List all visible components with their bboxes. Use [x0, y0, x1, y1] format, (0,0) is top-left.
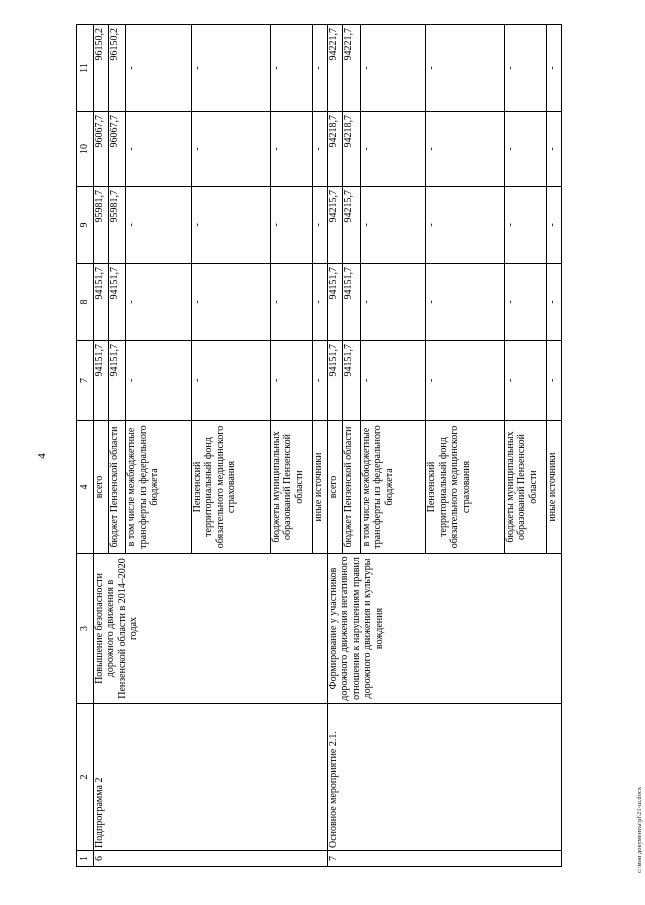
- rotated-table-wrapper: [76, 25, 562, 867]
- value-cell: -: [547, 25, 562, 112]
- value-cell: -: [426, 264, 505, 341]
- value-cell: 96067,7: [108, 112, 126, 187]
- program-title-cell: Повышение безопасности дорожного движения в Пензенской области в 2014–2020 годах: [93, 554, 327, 704]
- budget-table: [76, 24, 562, 867]
- funding-source-cell: бюджет Пензенской области: [342, 421, 360, 554]
- funding-source-cell: иные источники: [312, 421, 327, 554]
- value-cell: 96150,2: [108, 25, 126, 112]
- value-cell: -: [312, 187, 327, 264]
- header-cell: 11: [77, 25, 94, 112]
- value-cell: -: [504, 112, 546, 187]
- value-cell: 94221,7: [342, 25, 360, 112]
- value-cell: -: [270, 341, 312, 421]
- funding-source-cell: иные источники: [547, 421, 562, 554]
- funding-source-cell: Пензенский территориальный фонд обязательного медицинского страхования: [191, 421, 270, 554]
- value-cell: -: [191, 112, 270, 187]
- value-cell: -: [126, 187, 192, 264]
- value-cell: -: [126, 341, 192, 421]
- value-cell: -: [191, 341, 270, 421]
- value-cell: -: [270, 25, 312, 112]
- value-cell: 95981,7: [93, 187, 108, 264]
- row-number-cell: 6: [93, 851, 327, 867]
- value-cell: -: [312, 264, 327, 341]
- header-cell: 3: [77, 554, 94, 704]
- value-cell: -: [547, 264, 562, 341]
- value-cell: 94215,7: [327, 187, 342, 264]
- value-cell: -: [426, 187, 505, 264]
- funding-source-cell: в том числе межбюджетные трансферты из федерального бюджета: [126, 421, 192, 554]
- program-title-cell: Формирование у участников дорожного движения негативного отношения к нарушениям правил дорожного движения и культуры вождения: [327, 554, 561, 704]
- value-cell: -: [191, 264, 270, 341]
- program-name-cell: Подпрограмма 2: [93, 704, 327, 851]
- value-cell: -: [270, 112, 312, 187]
- value-cell: 95981,7: [108, 187, 126, 264]
- header-row: [77, 25, 94, 867]
- value-cell: -: [191, 187, 270, 264]
- value-cell: 96067,7: [93, 112, 108, 187]
- row-number-cell: 7: [327, 851, 561, 867]
- value-cell: -: [360, 187, 426, 264]
- funding-source-cell: бюджеты муниципальных образований Пензенской области: [504, 421, 546, 554]
- value-cell: -: [426, 112, 505, 187]
- footer-file-path: c:\мои документы\pl\21-ш.docx: [636, 786, 643, 873]
- header-cell: 4: [77, 421, 94, 554]
- value-cell: -: [547, 341, 562, 421]
- value-cell: 94218,7: [327, 112, 342, 187]
- value-cell: -: [426, 25, 505, 112]
- value-cell: 94151,7: [108, 264, 126, 341]
- header-cell: 1: [77, 851, 94, 867]
- funding-source-cell: всего: [93, 421, 108, 554]
- page-number: 4: [36, 453, 48, 459]
- value-cell: 94221,7: [327, 25, 342, 112]
- value-cell: 94151,7: [93, 341, 108, 421]
- value-cell: 94151,7: [327, 264, 342, 341]
- value-cell: -: [191, 25, 270, 112]
- value-cell: -: [360, 264, 426, 341]
- header-cell: 7: [77, 341, 94, 421]
- value-cell: -: [270, 264, 312, 341]
- value-cell: -: [360, 112, 426, 187]
- value-cell: 94215,7: [342, 187, 360, 264]
- value-cell: -: [270, 187, 312, 264]
- value-cell: -: [426, 341, 505, 421]
- value-cell: -: [360, 341, 426, 421]
- table-body: [77, 25, 562, 867]
- header-cell: 8: [77, 264, 94, 341]
- value-cell: -: [504, 341, 546, 421]
- table-row: [93, 25, 108, 867]
- value-cell: 94151,7: [342, 341, 360, 421]
- funding-source-cell: Пензенский территориальный фонд обязательного медицинского страхования: [426, 421, 505, 554]
- header-cell: 10: [77, 112, 94, 187]
- value-cell: -: [504, 187, 546, 264]
- value-cell: -: [126, 25, 192, 112]
- funding-source-cell: бюджет Пензенской области: [108, 421, 126, 554]
- funding-source-cell: всего: [327, 421, 342, 554]
- value-cell: -: [312, 25, 327, 112]
- value-cell: -: [126, 264, 192, 341]
- value-cell: -: [312, 341, 327, 421]
- table-row: [327, 25, 342, 867]
- program-name-cell: Основное мероприятие 2.1.: [327, 704, 561, 851]
- value-cell: 94151,7: [93, 264, 108, 341]
- header-cell: 9: [77, 187, 94, 264]
- funding-source-cell: бюджеты муниципальных образований Пензенской области: [270, 421, 312, 554]
- funding-source-cell: в том числе межбюджетные трансферты из федерального бюджета: [360, 421, 426, 554]
- value-cell: -: [504, 264, 546, 341]
- value-cell: 94151,7: [327, 341, 342, 421]
- value-cell: -: [360, 25, 426, 112]
- value-cell: -: [547, 112, 562, 187]
- value-cell: 96150,2: [93, 25, 108, 112]
- value-cell: -: [504, 25, 546, 112]
- value-cell: -: [126, 112, 192, 187]
- value-cell: 94151,7: [342, 264, 360, 341]
- value-cell: 94218,7: [342, 112, 360, 187]
- header-cell: 2: [77, 704, 94, 851]
- value-cell: -: [312, 112, 327, 187]
- value-cell: 94151,7: [108, 341, 126, 421]
- value-cell: -: [547, 187, 562, 264]
